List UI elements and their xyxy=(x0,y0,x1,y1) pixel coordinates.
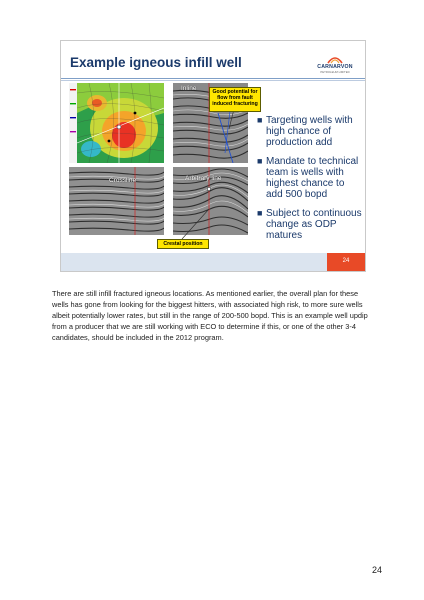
bullet-square-icon: ■ xyxy=(257,156,263,166)
bullet-text: Mandate to technical team is wells with highest chance to add 500 bopd xyxy=(266,156,359,200)
fault-fracturing-callout: Good potential for flow from fault induced fracturing xyxy=(209,87,261,112)
bullet-item xyxy=(257,115,363,148)
bullet-text: Subject to continuous change as ODP matures xyxy=(266,208,362,241)
bullet-square-icon: ■ xyxy=(257,208,263,218)
page-number: 24 xyxy=(371,565,382,575)
inline-label: Inline xyxy=(181,85,197,92)
bullet-item xyxy=(257,156,363,200)
bullet-text: Targeting wells with high chance of production add xyxy=(266,115,353,148)
crestal-position-callout: Crestal position xyxy=(157,239,209,249)
slide-number-box xyxy=(327,253,365,271)
speaker-notes: There are still infill fractured igneous locations. As mentioned earlier, the overall plan for these wells has gone from looking for the biggest hitters, with associated high risk, to more sure wells albeit potentially lower rates, but still in the range of 200-500 bopd. This is an example well updip from a producer that we are still working with ECO to determine if this, or one of the other 3-4 candidates, should be included in the 2012 program. xyxy=(52,289,368,342)
crossline-label: Crossline xyxy=(109,177,137,184)
bullet-list xyxy=(257,115,363,249)
slide-footer-bar xyxy=(61,253,365,271)
logo-name: CARNARVON xyxy=(317,64,353,70)
bullet-square-icon: ■ xyxy=(257,115,263,125)
slide xyxy=(60,40,366,272)
slide-title: Example igneous infill well xyxy=(70,55,242,70)
slide-number: 24 xyxy=(342,258,350,264)
bullet-item xyxy=(257,208,363,241)
logo-tagline: PETROLEUM LIMITED xyxy=(320,70,350,74)
arbitrary-line-label: Arbitrary line xyxy=(185,175,222,182)
